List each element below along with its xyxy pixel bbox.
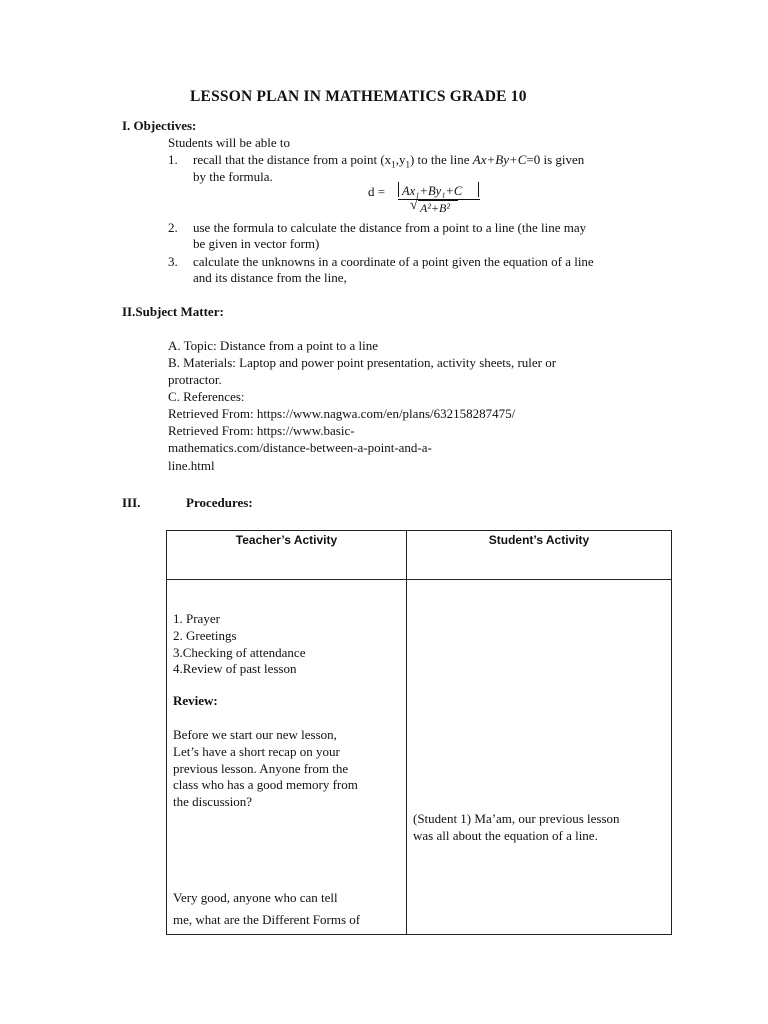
table-header-row	[167, 531, 672, 580]
teacher-step-4: 4.Review of past lesson	[173, 661, 297, 676]
review-text-line-5: the discussion?	[173, 794, 253, 809]
reference-2-line-2: mathematics.com/distance-between-a-point-and-a-	[168, 440, 432, 455]
student-activity-header	[407, 531, 672, 580]
formula-denominator: A²+B²	[420, 201, 450, 215]
line-equation: Ax+By+C	[472, 152, 527, 167]
student-activity-header-label: Student’s Activity	[488, 533, 590, 547]
procedures-heading: Procedures:	[186, 495, 253, 510]
review-text-line-4: class who has a good memory from	[173, 777, 358, 792]
document-title: LESSON PLAN IN MATHEMATICS GRADE 10	[190, 88, 527, 105]
objective-1-text: recall that the distance from a point (x	[193, 152, 392, 167]
subject-matter-heading: II.Subject Matter:	[122, 304, 224, 319]
table-row	[167, 580, 672, 935]
objective-3-line-1: calculate the unknowns in a coordinate of a point given the equation of a line	[193, 254, 594, 269]
procedures-number: III.	[122, 495, 141, 510]
objective-1-line-1: recall that the distance from a point $(x_1,y_1)$ to the line Ax+By+C=0 is given	[193, 152, 585, 170]
teacher-activity-header	[167, 531, 407, 580]
objectives-heading: I. Objectives:	[122, 118, 197, 133]
formula-numerator: Ax₁+By₁+C	[402, 184, 463, 198]
abs-bar-right	[478, 182, 479, 197]
objective-1-mid: ) to the line	[409, 152, 473, 167]
teacher-activity-header-label: Teacher’s Activity	[235, 533, 338, 547]
teacher-activity-cell	[167, 580, 407, 935]
objective-1-tail: =0 is given	[526, 152, 585, 167]
point-subscript-y: 1	[405, 159, 410, 170]
materials-line-1: B. Materials: Laptop and power point presentation, activity sheets, ruler or	[168, 355, 557, 370]
teacher-step-2: 2. Greetings	[173, 628, 237, 643]
review-text-line-2: Let’s have a short recap on your	[173, 744, 340, 759]
topic: A. Topic: Distance from a point to a line	[168, 338, 379, 353]
objectives-intro: Students will be able to	[168, 135, 291, 150]
followup-line-1: Very good, anyone who can tell	[173, 890, 338, 905]
objective-2-line-1: use the formula to calculate the distance from a point to a line (the line may	[193, 220, 587, 235]
objective-2-line-2: be given in vector form)	[193, 236, 320, 251]
objective-number-3: 3.	[168, 254, 178, 269]
review-text-line-1: Before we start our new lesson,	[173, 727, 337, 742]
objective-number-2: 2.	[168, 220, 178, 235]
reference-2-line-3: line.html	[168, 458, 215, 473]
student-answer-line-2: was all about the equation of a line.	[413, 828, 598, 843]
student-activity-cell	[407, 580, 672, 935]
formula-lhs: d =	[368, 184, 386, 199]
review-heading: Review:	[173, 693, 218, 708]
point-subscript-x: 1	[391, 159, 396, 170]
materials-line-2: protractor.	[168, 372, 222, 387]
objective-3-line-2: and its distance from the line,	[193, 270, 347, 285]
teacher-step-3: 3.Checking of attendance	[173, 645, 306, 660]
procedures-table	[166, 530, 672, 935]
abs-bar-left	[398, 182, 399, 197]
reference-1: Retrieved From: https://www.nagwa.com/en/plans/632158287475/	[168, 406, 516, 421]
review-text-line-3: previous lesson. Anyone from the	[173, 761, 349, 776]
followup-line-2: me, what are the Different Forms of	[173, 912, 361, 927]
objective-1-line-2: by the formula.	[193, 169, 273, 184]
reference-2-line-1: Retrieved From: https://www.basic-	[168, 423, 355, 438]
sqrt-sign: √	[410, 198, 418, 213]
teacher-step-1: 1. Prayer	[173, 611, 220, 626]
student-answer-line-1: (Student 1) Ma’am, our previous lesson	[413, 811, 620, 826]
objective-number-1: 1.	[168, 152, 178, 167]
references-label: C. References:	[168, 389, 245, 404]
